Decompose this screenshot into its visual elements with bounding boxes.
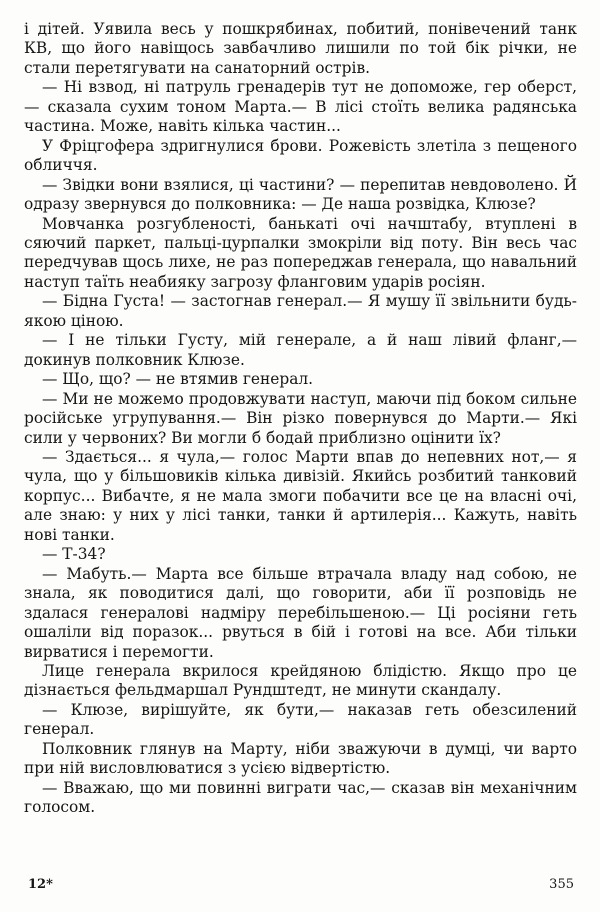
page-number: 355 — [549, 877, 574, 892]
paragraph: — Клюзе, вирішуйте, як бути,— наказав геть обезсилений генерал. — [24, 700, 577, 739]
paragraph: — Ні взвод, ні патруль гренадерів тут не допоможе, гер оберст,— сказала сухим тоном Марта.— В лісі стоїть велика радянська частина. Може, навіть кілька частин... — [24, 78, 577, 136]
paragraph: Полковник глянув на Марту, ніби зважуючи в думці, чи варто при ній висловлюватися з усією відвертістю. — [24, 739, 577, 778]
paragraph: — Мабуть.— Марта все більше втрачала владу над собою, не знала, як поводитися далі, що говорити, аби її розповідь не здалася генералові надміру перебільшеною.— Ці росіяни геть ошаліли від поразок... рвуться в бій і готові на все. Аби тільки вирватися і перемогти. — [24, 564, 577, 661]
paragraph-continuation: і дітей. Уявила весь у пошкрябинах, побитий, понівечений танк КВ, що його навіщось завбачливо лишили по той бік річки, не стали перетягувати на санаторний острів. — [24, 20, 577, 77]
paragraph: Лице генерала вкрилося крейдяною блідістю. Якщо про це дізнається фельдмаршал Рундштедт, не минути скандалу. — [24, 661, 577, 700]
paragraph: — Що, що? — не втямив генерал. — [42, 370, 314, 389]
paragraph: Мовчанка розгубленості, банькаті очі начштабу, втуплені в сяючий паркет, пальці-цурпалки змокріли від поту. Він весь час передчував щось лихе, не раз попереджав генерала, що навальний наступ таїть неабияку загрозу фланговим ударів росіян. — [24, 214, 577, 291]
page-text — [24, 20, 577, 818]
paragraph: — Бідна Густа! — застогнав генерал.— Я мушу її звільнити будь-якою ціною. — [24, 292, 577, 330]
paragraph: — Т-34? — [42, 545, 106, 564]
signature-mark: 12* — [28, 877, 53, 892]
paragraph: — І не тільки Густу, мій генерале, а й наш лівий фланг,— докинув полковник Клюзе. — [24, 331, 577, 369]
paragraph: — Вважаю, що ми повинні виграти час,— сказав він механічним голосом. — [24, 778, 577, 817]
paragraph: — Ми не можемо продовжувати наступ, маючи під боком сильне російське угрупування.— Він різко повернувся до Марти.— Які сили у червоних? Ви могли б бодай приблизно оцінити їх? — [24, 389, 577, 447]
paragraph: У Фріцгофера здригнулися брови. Рожевість злетіла з пещеного обличчя. — [24, 136, 577, 175]
paragraph: — Звідки вони взялися, ці частини? — перепитав невдоволено. Й одразу звернувся до полковника: — Де наша розвідка, Клюзе? — [24, 175, 577, 214]
paragraph: — Здається... я чула,— голос Марти впав до непевних нот,— я чула, що у більшовиків кілька дивізій. Якийсь розбитий танковий корпус... Вибачте, я не мала змоги побачити все це на власні очі, але знаю: у них у лісі танки, танки й артилерія... Кажуть, навіть нові танки. — [24, 447, 577, 544]
